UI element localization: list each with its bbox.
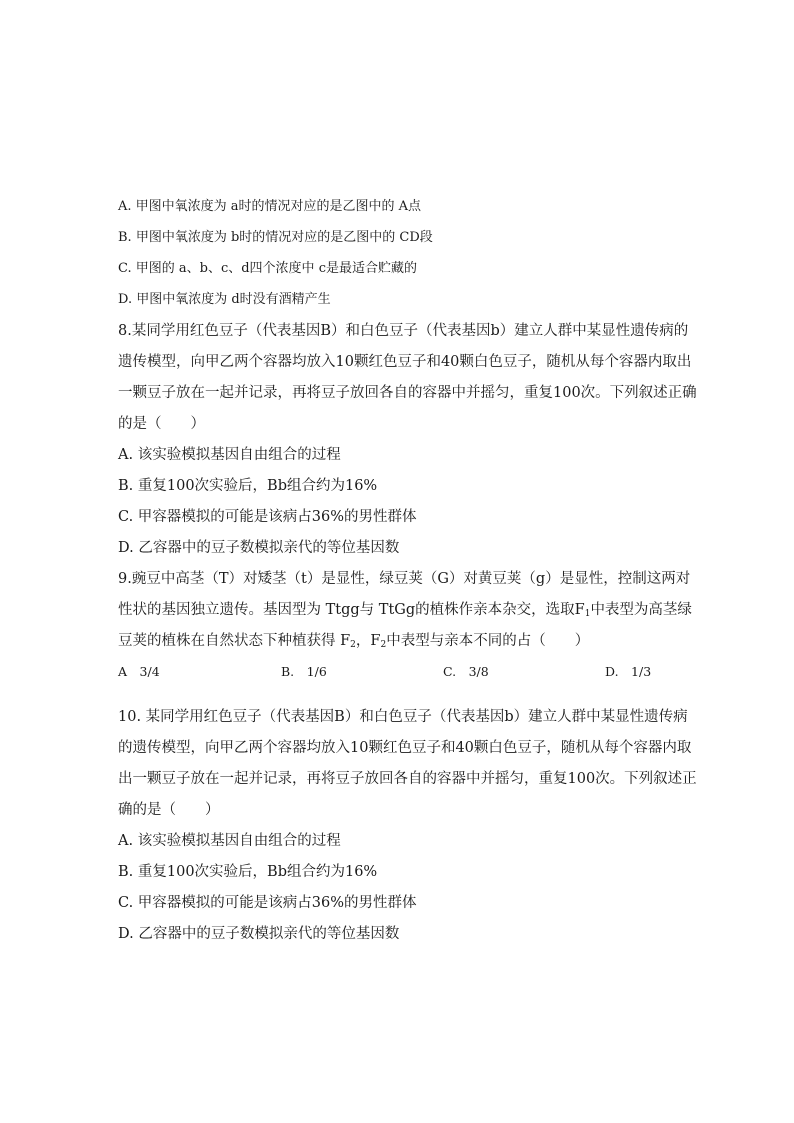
q7-option-d: D. 甲图中氧浓度为 d时没有酒精产生	[118, 292, 331, 307]
q10-stem-line-1: 10. 某同学用红色豆子（代表基因B）和白色豆子（代表基因b）建立人群中某显性遗传病	[118, 709, 688, 725]
q9-f2-subscript-2: 2	[380, 640, 387, 650]
q8-stem-line-4: 的是（ ）	[118, 416, 205, 432]
q7-option-c: C. 甲图的 a、b、c、d四个浓度中 c是最适合贮藏的	[118, 261, 417, 276]
q8-option-c: C. 甲容器模拟的可能是该病占36%的男性群体	[118, 509, 417, 525]
q9-choice-c: C. 3/8	[443, 664, 489, 679]
q10-option-a: A. 该实验模拟基因自由组合的过程	[118, 833, 341, 849]
q9-stem-line-1: 9.豌豆中高茎（T）对矮茎（t）是显性，绿豆荚（G）对黄豆荚（g）是显性，控制这两对	[118, 571, 691, 587]
q7-option-b: B. 甲图中氧浓度为 b时的情况对应的是乙图中的 CD段	[118, 230, 433, 245]
q10-stem-line-4: 确的是（ ）	[118, 802, 220, 818]
q8-stem-line-1: 8.某同学用红色豆子（代表基因B）和白色豆子（代表基因b）建立人群中某显性遗传病的	[118, 323, 689, 339]
q9-stem-line-3-b: ，F	[355, 633, 381, 649]
q9-stem-line-3-c: 中表型与亲本不同的占（ ）	[386, 633, 590, 649]
q9-stem-line-3-a: 豆荚的植株在自然状态下种植获得 F	[118, 633, 351, 649]
q10-option-c: C. 甲容器模拟的可能是该病占36%的男性群体	[118, 895, 417, 911]
q8-option-a: A. 该实验模拟基因自由组合的过程	[118, 447, 341, 463]
q8-option-d: D. 乙容器中的豆子数模拟亲代的等位基因数	[118, 540, 400, 556]
q7-option-a: A. 甲图中氧浓度为 a时的情况对应的是乙图中的 A点	[118, 199, 422, 214]
q8-option-b: B. 重复100次实验后，Bb组合约为16%	[118, 478, 378, 494]
q8-stem-line-2: 遗传模型，向甲乙两个容器均放入10颗红色豆子和40颗白色豆子，随机从每个容器内取出	[118, 354, 692, 370]
q9-f2-subscript-1: 2	[350, 640, 356, 650]
q9-choice-a: A 3/4	[118, 664, 160, 679]
q8-stem-line-3: 一颗豆子放在一起并记录，再将豆子放回各自的容器中并摇匀，重复100次。下列叙述正确	[118, 385, 697, 401]
q10-option-d: D. 乙容器中的豆子数模拟亲代的等位基因数	[118, 926, 400, 942]
q10-stem-line-2: 的遗传模型，向甲乙两个容器均放入10颗红色豆子和40颗白色豆子，随机从每个容器内取	[118, 740, 692, 756]
q9-stem-line-2-end: 中表型为高茎绿	[590, 602, 692, 618]
q10-option-b: B. 重复100次实验后，Bb组合约为16%	[118, 864, 378, 880]
q9-choice-b: B. 1/6	[281, 664, 327, 679]
q9-stem-line-2-text: 性状的基因独立遗传。基因型为 Ttgg与 TtGg的植株作亲本杂交，选取F	[118, 602, 585, 618]
q9-f1-subscript: 1	[584, 609, 591, 619]
q9-choices	[118, 662, 678, 682]
q9-stem-line-2	[118, 600, 692, 620]
q9-choice-d: D. 1/3	[605, 664, 652, 679]
q9-stem-line-3	[118, 631, 589, 651]
q10-stem-line-3: 出一颗豆子放在一起并记录，再将豆子放回各自的容器中并摇匀，重复100次。下列叙述正	[118, 771, 697, 787]
